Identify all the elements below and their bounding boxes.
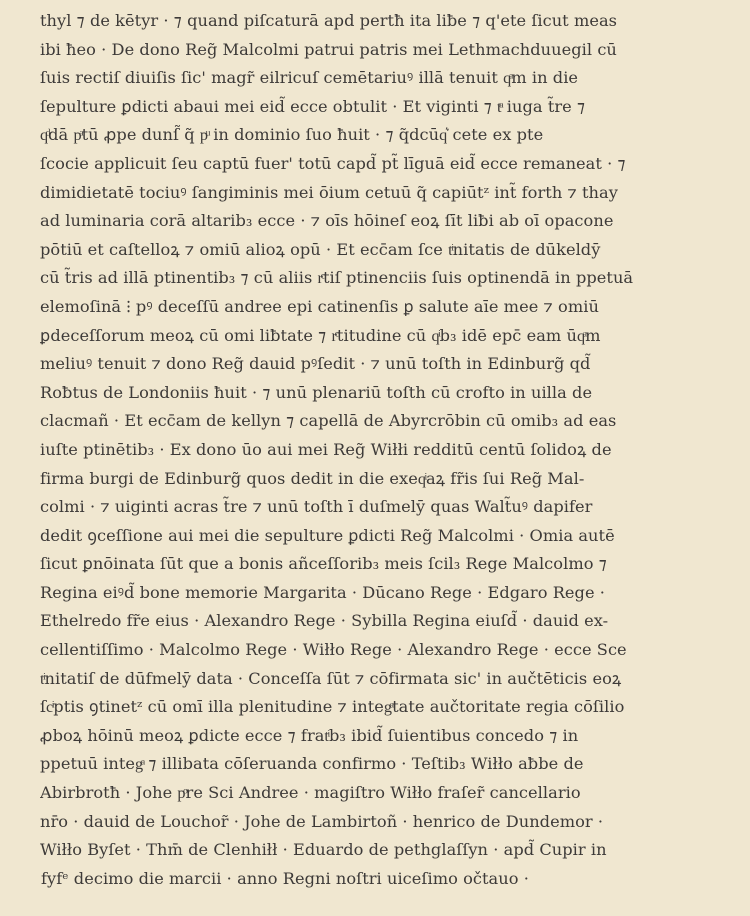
text-line-18: colmi · ⁊ uiginti acras t̃re ⁊ unū toſth ī duſmelȳ quas Walt̃uꝰ dapifer [40,497,593,517]
text-line-17: firma burgi de Edinburg̃ quos dedit in die exeqͥaꝝ fr̃is ſui Reg̃ Mal- [40,468,585,488]
text-line-25: ſcͥptis ꝯtinetᶻ cū omī illa plenitudine ⁊ integͣtate aučtoritate regia cōſilio [40,697,625,717]
text-line-1: thyl ⁊ de kētyr · ⁊ quand piſcaturā apd pertħ ita liƀe ⁊ q'ete ſicut meas [40,11,618,30]
text-line-24: tͥnitatiſ de dūfmelȳ data · Conceſſa ſūt ⁊ cōfirmata sic' in aučtēticis eoꝝ [40,668,622,688]
text-line-21: Regina eiꝰd̃ bone memorie Margarita · Dūcano Rege · Edgaro Rege · [40,582,605,602]
text-line-13: meliuꝰ tenuit ⁊ dono Reg̃ dauid pꝰſedit · ⁊ unū toſth in Edinburg̃ qd̃ [40,354,591,374]
text-line-27: ppetuū integͣ ⁊ illibata cōſeruanda confirmo · Teſtib₃ Wiłło aƀbe de [40,754,584,774]
charter-text [40,7,736,893]
text-line-12: ꝑdeceſſorum meoꝝ cū omi liƀtate ⁊ rͨtitudine cū qͥb₃ idē epc̄ eam ūqͣm [40,325,601,345]
text-line-7: dimidietatē tociuꝰ ſangiminis mei ōium cetuū q̃ capiūtᶻ int̃ forth ⁊ thay [40,182,618,202]
text-line-3: ſuis rectiſ diuiſis ſic' magr̃ eilricuſ cemētariuꝰ illā tenuit qͣm in die [40,68,579,88]
text-line-16: iuſte ptinētib₃ · Ex dono ūo aui mei Reg̃ Wiłłi redditū centū ſolidoꝝ de [40,439,612,459]
text-line-31: fyfᵉ decimo die marcii · anno Regni noſtri uiceſimo očtauo · [41,868,529,888]
text-line-29: nr̄o · dauid de Louchor̃ · Johe de Lambirtoñ · henrico de Dundemor · [40,811,604,831]
text-line-20: ſicut ꝑnōinata ſūt que a bonis añceſſorib₃ meis ſcil₃ Rege Malcolmo ⁊ [40,554,607,574]
text-line-23: cellentiſſimo · Malcolmo Rege · Wiłło Rege · Alexandro Rege · ecce Sce [40,640,627,660]
text-line-5: qͩdā pͣtū ꝓpe dunſ̃ q̃ pͧ in dominio ſuo ħuit · ⁊ q̃dcūq͛ cete ex pte [40,125,544,145]
text-line-15: clacmañ · Et ecc̄am de kellyn ⁊ capellā de Abyrcrōbin cū omib₃ ad eas [40,411,617,431]
text-line-30: Wiłło Byſet · Thm̄ de Clenhiłł · Eduardo de pethglaſſyn · apd̃ Cupir in [40,840,607,860]
text-line-14: Roƀtus de Londoniis ħuit · ⁊ unū plenariū toſth cū crofto in uilla de [40,382,593,402]
text-line-8: ad luminaria corā altarib₃ ecce · ⁊ oīs hōineſ eoꝝ ſīt liƀi ab oī opacone [40,211,614,231]
text-line-9: pōtiū et caſtelloꝝ ⁊ omiū alioꝝ opū · Et ecc̄am ſce tͥnitatis de dūkeldȳ [40,239,601,259]
text-line-28: Abirbrotħ · Johe pͦre Sci Andree · magiſtro Wiłło fraſer̃ cancellario [40,783,581,803]
text-line-10: cū t̃ris ad illā ptinentib₃ ⁊ cū aliis rͨtiſ ptinenciis ſuis optinendā in ppetuā [40,268,634,288]
text-line-2: ibi ħeo · De dono Reg̃ Malcolmi patrui patris mei Lethmachduuegil cū [40,39,617,59]
text-line-11: elemoſinā ⁝ pꝰ deceſſū andree epi catinenſis ꝑ salute aīe mee ⁊ omiū [40,296,599,316]
text-line-19: dedit ꝯceſſione aui mei die sepulture ꝑdicti Reg̃ Malcolmi · Omia autē [40,525,615,545]
text-line-6: ſcocie applicuit ſeu captū fuer' totū capd̃ pt̃ līguā eid̃ ecce remaneat · ⁊ [40,153,626,173]
text-line-4: ſepulture ꝑdicti abaui mei eid̃ ecce obtulit · Et viginti ⁊ tͣ iuga t̃re ⁊ [40,96,586,116]
text-line-26: ꝓboꝝ hōinū meoꝝ ꝑdicte ecce ⁊ fratͥb₃ ibid̃ ſuientibus concedo ⁊ in [40,725,579,745]
text-line-22: Ethelredo fr̃e eius · Alexandro Rege · Sybilla Regina eiuſd̃ · dauid ex- [40,611,609,631]
